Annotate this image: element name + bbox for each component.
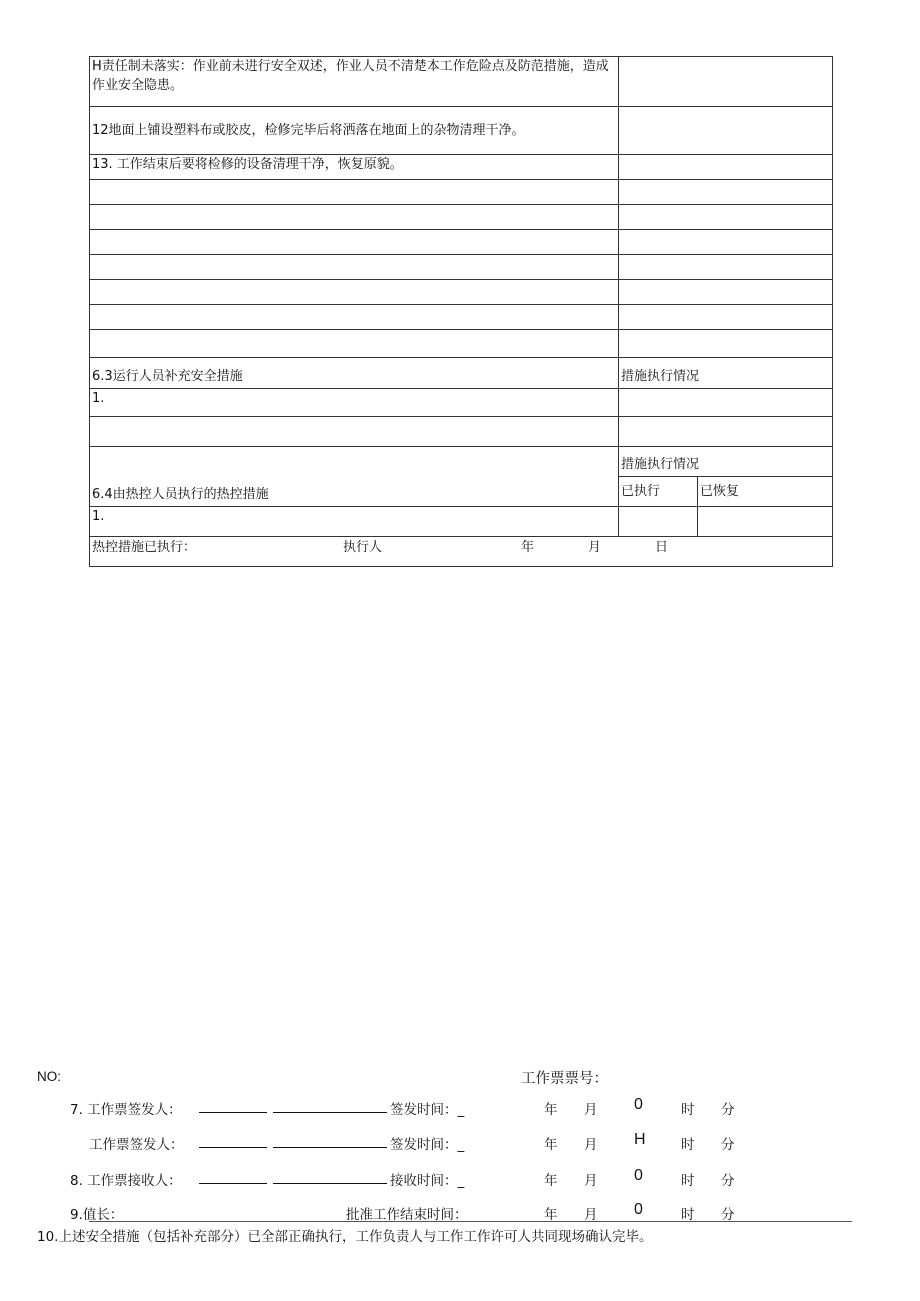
issuer-label-2: 工作票签发人： xyxy=(89,1137,184,1153)
section-64-item-1-restored xyxy=(698,507,833,537)
measure-row-12: 12地面上铺设塑料布或胶皮，检修完毕后将洒落在地面上的杂物清理干净。 xyxy=(90,107,619,155)
divider-line xyxy=(89,1221,852,1222)
hour-value: 0 xyxy=(634,1167,643,1184)
month-label: 月 xyxy=(584,1137,598,1153)
measure-status-12 xyxy=(619,107,833,155)
empty-cell xyxy=(619,255,833,280)
empty-cell xyxy=(619,230,833,255)
issuer-name-field[interactable] xyxy=(199,1098,267,1113)
hour-label: 时 xyxy=(681,1137,695,1153)
thermal-executed-label: 热控措施已执行： xyxy=(92,540,197,555)
measure-row-11: H责任制未落实：作业前未进行安全双述，作业人员不清楚本工作危险点及防范措施，造成作业安全隐患。 xyxy=(90,57,619,107)
hour-label: 时 xyxy=(681,1102,695,1118)
shift-leader-label: 9.值长： xyxy=(70,1207,124,1223)
thermal-control-footer-row xyxy=(90,537,833,567)
empty-cell xyxy=(619,280,833,305)
section-63-item-1-status xyxy=(619,389,833,417)
section-63-status-header: 措施执行情况 xyxy=(619,358,833,389)
month-label: 月 xyxy=(588,540,602,555)
month-label: 月 xyxy=(584,1102,598,1118)
year-label: 年 xyxy=(544,1207,558,1223)
year-label: 年 xyxy=(521,540,535,555)
year-label: 年 xyxy=(544,1137,558,1153)
hour-label: 时 xyxy=(681,1207,695,1223)
hour-label: 时 xyxy=(681,1173,695,1189)
receive-time-label: 接收时间：_ xyxy=(390,1173,465,1189)
month-label: 月 xyxy=(584,1207,598,1223)
issue-time-label: 签发时间：_ xyxy=(390,1102,465,1118)
empty-row xyxy=(90,255,619,280)
issue-time-label-2: 签发时间：_ xyxy=(390,1137,465,1153)
year-label: 年 xyxy=(544,1173,558,1189)
section-64-title: 6.4由热控人员执行的热控措施 xyxy=(90,447,619,507)
section-64-executed-header: 已执行 xyxy=(619,477,698,507)
section-64-item-1-executed xyxy=(619,507,698,537)
empty-row xyxy=(90,205,619,230)
minute-label: 分 xyxy=(721,1173,735,1189)
receiver-label: 8. 工作票接收人： xyxy=(70,1173,182,1189)
safety-measures-table xyxy=(89,56,833,567)
section-63-item-1: 1. xyxy=(90,389,619,417)
executor-label: 执行人 xyxy=(343,540,383,555)
ticket-number-label: 工作票票号： xyxy=(521,1071,608,1087)
issuer-name-field-2[interactable] xyxy=(199,1133,267,1148)
empty-row xyxy=(90,180,619,205)
minute-label: 分 xyxy=(721,1137,735,1153)
issuer-signature-field-2[interactable] xyxy=(273,1133,387,1148)
hour-value: 0 xyxy=(634,1096,643,1113)
confirmation-statement: 10.上述安全措施（包括补充部分）已全部正确执行，工作负责人与工作工作许可人共同现场确认完毕。 xyxy=(37,1229,653,1245)
measure-row-13: 13. 工作结束后要将检修的设备清理干净，恢复原貌。 xyxy=(90,155,619,180)
empty-cell xyxy=(619,330,833,358)
section-64-restored-header: 已恢复 xyxy=(698,477,833,507)
empty-row xyxy=(90,305,619,330)
section-64-status-header: 措施执行情况 xyxy=(619,447,833,477)
receiver-name-field[interactable] xyxy=(199,1169,267,1184)
section-63-empty-row xyxy=(90,417,619,447)
year-label: 年 xyxy=(544,1102,558,1118)
measure-status-13 xyxy=(619,155,833,180)
section-63-title: 6.3运行人员补充安全措施 xyxy=(90,358,619,389)
empty-cell xyxy=(619,305,833,330)
ticket-no-label: NO: xyxy=(37,1069,62,1084)
empty-row xyxy=(90,230,619,255)
empty-cell xyxy=(619,205,833,230)
empty-row xyxy=(90,280,619,305)
receiver-signature-field[interactable] xyxy=(273,1169,387,1184)
measure-status-11 xyxy=(619,57,833,107)
empty-cell xyxy=(619,417,833,447)
hour-value: H xyxy=(634,1131,646,1148)
minute-label: 分 xyxy=(721,1207,735,1223)
issuer-signature-field[interactable] xyxy=(273,1098,387,1113)
day-label: 日 xyxy=(655,540,669,555)
section-64-item-1: 1. xyxy=(90,507,619,537)
minute-label: 分 xyxy=(721,1102,735,1118)
approve-end-time-label: 批准工作结束时间： xyxy=(346,1207,468,1223)
empty-cell xyxy=(619,180,833,205)
month-label: 月 xyxy=(584,1173,598,1189)
hour-value: 0 xyxy=(634,1201,643,1218)
empty-row xyxy=(90,330,619,358)
issuer-label: 7. 工作票签发人： xyxy=(70,1102,182,1118)
